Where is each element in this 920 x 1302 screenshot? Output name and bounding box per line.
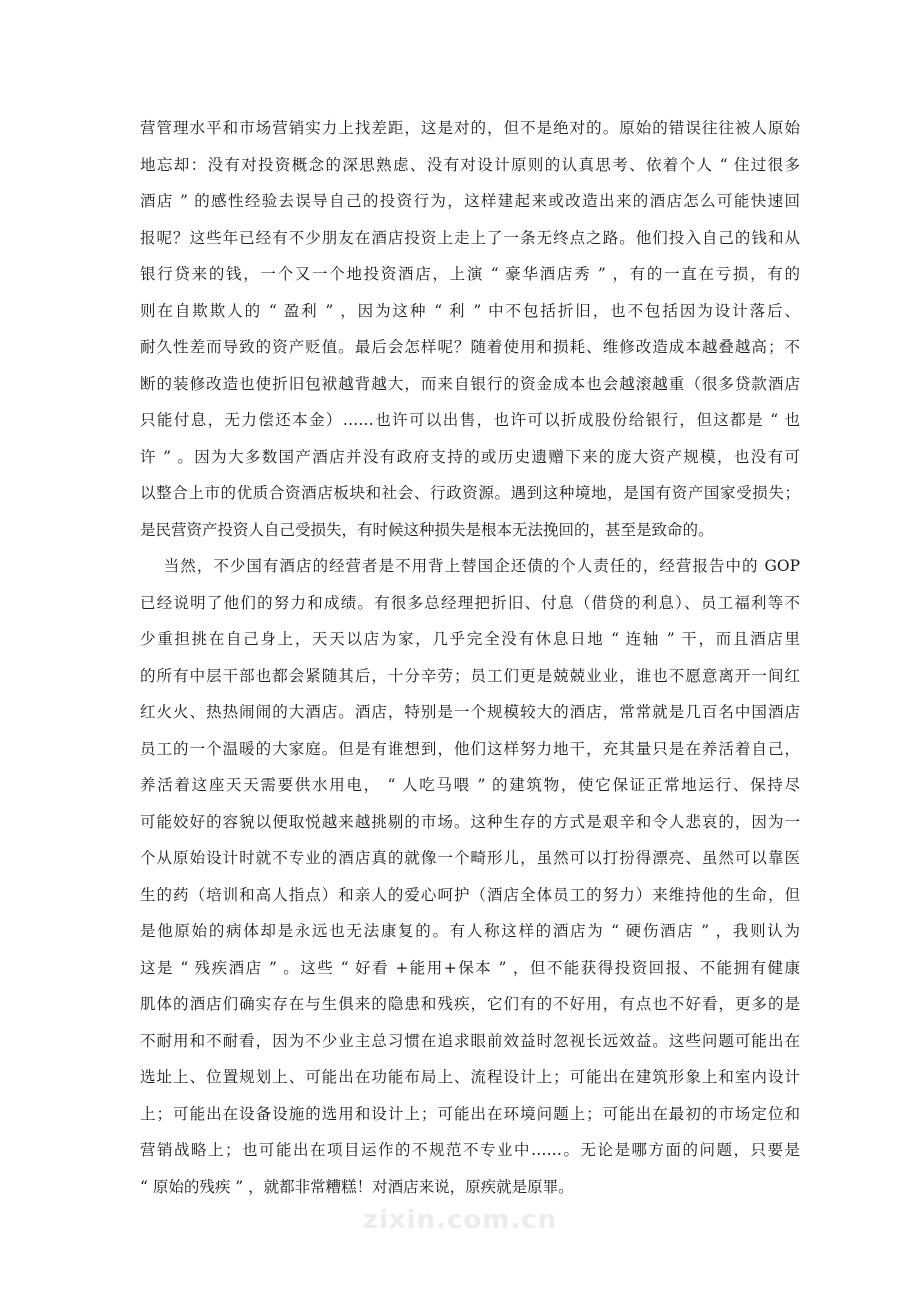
text-line-14: 已经说明了他们的努力和成绩。有很多总经理把折旧、付息（借贷的利息）、员工福利等不 (140, 593, 800, 612)
text-line-2: 地忘却：没有对投资概念的深思熟虑、没有对设计原则的认真思考、依着个人 “ 住过很多 (140, 155, 800, 174)
text-line-7: 耐久性差而导致的资产贬值。最后会怎样呢？随着使用和损耗、维修改造成本越叠越高；不 (140, 338, 800, 356)
text-line-30: “ 原始的残疾 ” ，就都非常糟糕！对酒店来说，原疾就是原罪。 (140, 1177, 574, 1196)
text-line-5: 银行贷来的钱，一个又一个地投资酒店，上演 “ 豪华酒店秀 ” ，有的一直在亏损，有的 (140, 265, 800, 283)
text-line-29: 营销战略上；也可能出在项目运作的不规范不专业中……。无论是哪方面的问题，只要是 (140, 1141, 800, 1159)
text-line-17: 红火火、热热闹闹的大酒店。酒店，特别是一个规模较大的酒店，常常就是几百名中国酒店 (140, 703, 800, 721)
text-line-27: 选址上、位置规划上、可能出在功能布局上、流程设计上；可能出在建筑形象上和室内设计 (140, 1068, 800, 1086)
text-line-21: 个从原始设计时就不专业的酒店真的就像一个畸形儿，虽然可以打扮得漂亮、虽然可以靠医 (140, 849, 800, 867)
text-line-6: 则在自欺欺人的 “ 盈利 ” ，因为这种 “ 利 ” 中不包括折旧，也不包括因为设计落后、 (140, 301, 800, 320)
text-line-22: 生的药（培训和高人指点）和亲人的爱心呵护（酒店全体员工的努力）来维持他的生命，但 (140, 885, 800, 904)
text-line-9: 只能付息，无力偿还本金）……也许可以出售，也许可以折成股份给银行，但这都是 “ 也 (140, 411, 800, 429)
text-line-12: 是民营资产投资人自己受损失，有时候这种损失是根本无法挽回的，甚至是致命的。 (140, 520, 714, 539)
text-line-24: 这是 “ 残疾酒店 ” 。这些 “ 好看 +能用+保本 ” ，但不能获得投资回报、不能拥有健康 (140, 958, 800, 977)
watermark-logo: zixin.com.cn (362, 1205, 558, 1235)
text-line-13: 当然，不少国有酒店的经营者是不用背上替国企还债的个人责任的，经营报告中的 GOP (140, 557, 800, 575)
text-line-20: 可能姣好的容貌以便取悦越来越挑剔的市场。这种生存的方式是艰辛和令人悲哀的，因为一 (140, 812, 800, 831)
text-line-18: 员工的一个温暖的大家庭。但是有谁想到，他们这样努力地干，充其量只是在养活着自己， (140, 739, 800, 758)
body-text (140, 110, 800, 1205)
text-line-4: 报呢？这些年已经有不少朋友在酒店投资上走上了一条无终点之路。他们投入自己的钱和从 (140, 228, 800, 247)
text-line-11: 以整合上市的优质合资酒店板块和社会、行政资源。遇到这种境地，是国有资产国家受损失； (140, 484, 800, 502)
text-line-16: 的所有中层干部也都会紧随其后，十分辛劳；员工们更是兢兢业业，谁也不愿意离开一间红 (140, 666, 800, 685)
text-line-23: 是他原始的病体却是永远也无法康复的。有人称这样的酒店为 “ 硬伤酒店 ” ，我则认为 (140, 922, 800, 940)
text-line-15: 少重担挑在自己身上，天天以店为家，几乎完全没有休息日地 “ 连轴 ” 干，而且酒店里 (140, 630, 800, 648)
text-line-25: 肌体的酒店们确实存在与生俱来的隐患和残疾，它们有的不好用，有点也不好看，更多的是 (140, 995, 800, 1013)
text-line-28: 上；可能出在设备设施的选用和设计上；可能出在环境问题上；可能出在最初的市场定位和 (140, 1104, 800, 1123)
text-line-3: 酒店 ” 的感性经验去误导自己的投资行为，这样建起来或改造出来的酒店怎么可能快速回 (140, 192, 800, 210)
text-line-1: 营管理水平和市场营销实力上找差距，这是对的，但不是绝对的。原始的错误往往被人原始 (140, 119, 800, 137)
text-line-8: 断的装修改造也使折旧包袱越背越大，而来自银行的资金成本也会越滚越重（很多贷款酒店 (140, 374, 800, 393)
text-line-10: 许 ” 。因为大多数国产酒店并没有政府支持的或历史遗赠下来的庞大资产规模，也没有可 (140, 447, 800, 466)
text-line-26: 不耐用和不耐看，因为不少业主总习惯在追求眼前效益时忽视长远效益。这些问题可能出在 (140, 1031, 800, 1050)
text-line-19: 养活着这座天天需要供水用电， “ 人吃马喂 ” 的建筑物，使它保证正常地运行、保持尽 (140, 776, 800, 794)
